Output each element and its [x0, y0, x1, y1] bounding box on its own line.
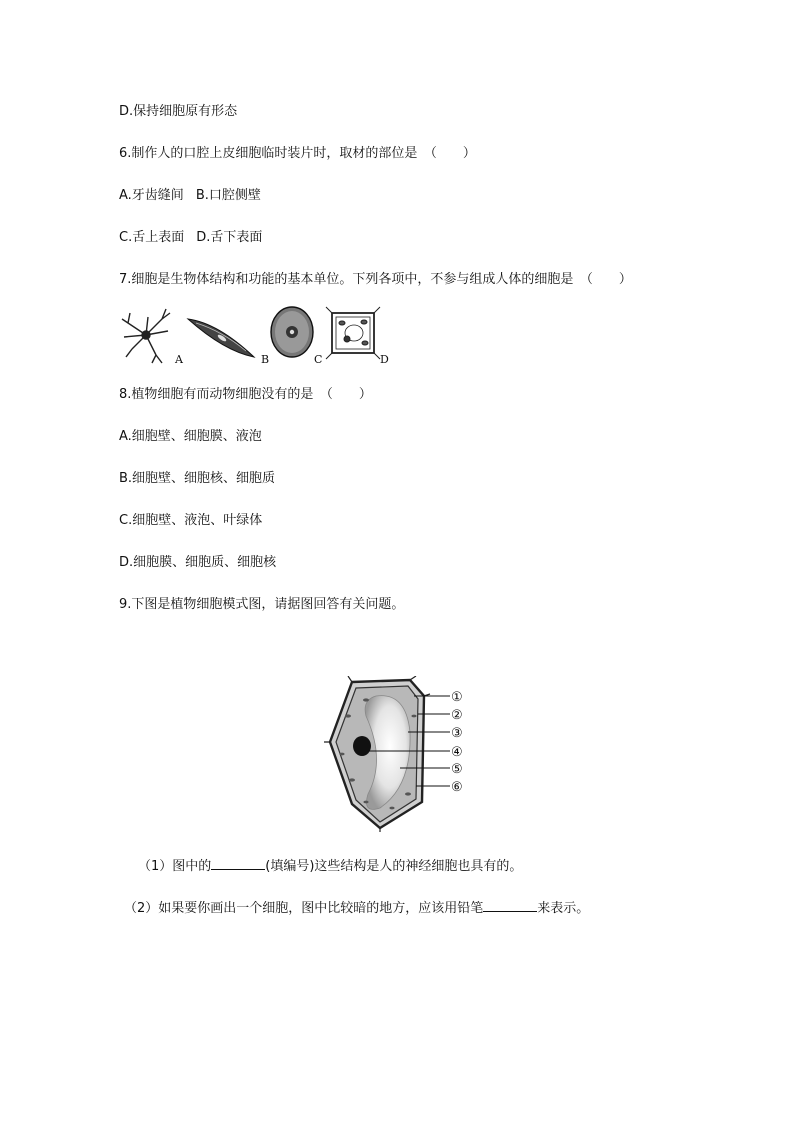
q5-option-d: D.保持细胞原有形态	[119, 104, 238, 119]
q7-label-a: A	[175, 353, 183, 366]
q9-stem: 9.下图是植物细胞模式图，请据图回答有关问题。	[119, 597, 405, 612]
q9-sub1-post: (填编号)这些结构是人的神经细胞也具有的。	[265, 859, 523, 874]
q6-options-row1	[119, 188, 261, 204]
q8-option-d: D.细胞膜、细胞质、细胞核	[119, 555, 277, 570]
diagram-label-1: ①	[451, 690, 463, 705]
q7-label-c: C	[314, 353, 323, 366]
q8-option-b: B.细胞壁、细胞核、细胞质	[119, 471, 276, 486]
q7-label-b: B	[261, 353, 270, 366]
q9-sub2	[124, 899, 589, 917]
q6-stem: 6.制作人的口腔上皮细胞临时装片时，取材的部位是 （ ）	[119, 146, 476, 161]
q7-cell-figures	[118, 305, 398, 367]
diagram-label-5: ⑤	[451, 762, 463, 777]
q6-option-c: C.舌上表面	[119, 230, 185, 245]
q9-sub2-answer-blank[interactable]	[483, 899, 537, 912]
diagram-label-4: ④	[451, 745, 463, 760]
plant-cell-image	[326, 307, 380, 359]
q6-option-d: D.舌下表面	[196, 230, 263, 245]
q8-option-a: A.细胞壁、细胞膜、液泡	[119, 429, 262, 444]
diagram-label-3: ③	[451, 726, 463, 741]
diagram-label-6: ⑥	[451, 780, 463, 795]
q6-option-a: A.牙齿缝间	[119, 188, 184, 203]
q9-sub2-post: 来表示。	[537, 901, 590, 916]
muscle-cell-image	[188, 319, 254, 357]
q7-stem: 7.细胞是生物体结构和功能的基本单位。下列各项中，不参与组成人体的细胞是 （ ）	[119, 272, 632, 287]
q6-options-row2	[119, 230, 262, 246]
q7-label-d: D	[380, 353, 389, 366]
round-cell-image	[271, 307, 313, 357]
q9-sub1-pre: （1）图中的	[138, 859, 212, 874]
nerve-cell-image	[122, 309, 170, 363]
q8-option-c: C.细胞壁、液泡、叶绿体	[119, 513, 263, 528]
plant-cell-diagram	[322, 676, 472, 832]
q9-sub1-answer-blank[interactable]	[211, 857, 265, 870]
q8-stem: 8.植物细胞有而动物细胞没有的是 （ ）	[119, 387, 372, 402]
q6-option-b: B.口腔侧壁	[195, 188, 261, 203]
q9-sub2-pre: （2）如果要你画出一个细胞，图中比较暗的地方，应该用铅笔	[124, 901, 484, 916]
diagram-label-2: ②	[451, 708, 463, 723]
q9-sub1	[138, 857, 522, 875]
